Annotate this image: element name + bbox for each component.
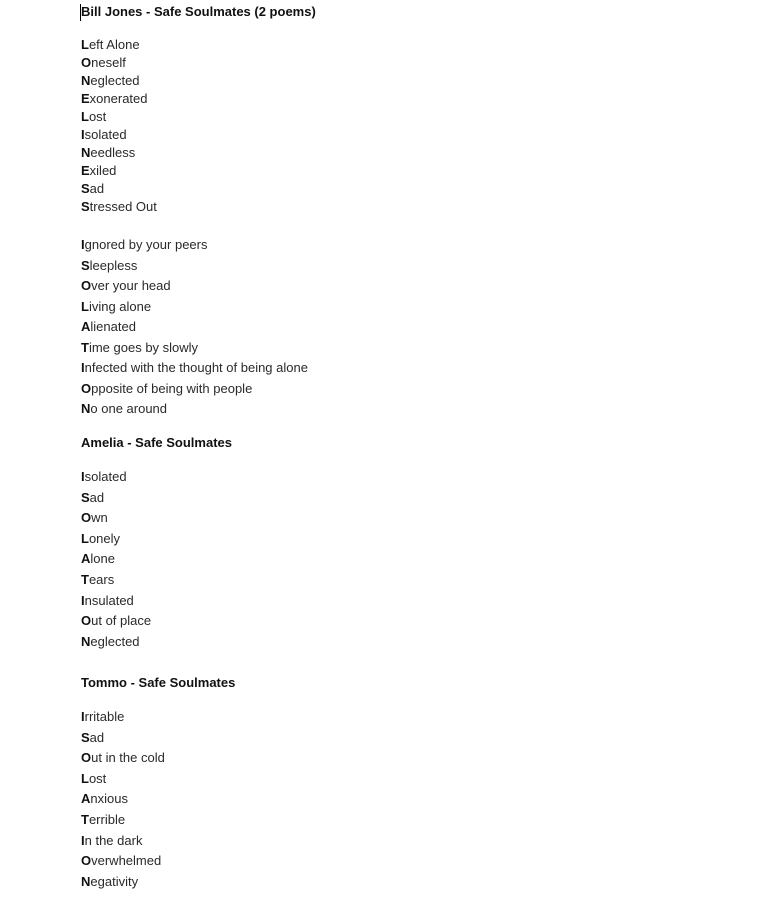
acrostic-rest: o one around xyxy=(90,401,168,416)
poem-line xyxy=(81,359,308,377)
poem-line xyxy=(81,339,198,357)
poem-line xyxy=(81,612,151,630)
acrostic-rest: nfected with the thought of being alone xyxy=(84,360,308,375)
acrostic-rest: nsulated xyxy=(84,592,134,608)
poem-line xyxy=(81,54,126,72)
poem-line xyxy=(81,468,127,486)
acrostic-initial: I xyxy=(81,592,85,608)
acrostic-rest: onely xyxy=(88,530,121,546)
poem-line xyxy=(81,708,124,726)
acrostic-rest: solated xyxy=(84,469,127,484)
acrostic-rest: rritable xyxy=(84,709,125,724)
acrostic-initial: N xyxy=(81,145,91,160)
acrostic-initial: S xyxy=(81,181,90,196)
poem-line xyxy=(81,400,167,418)
poem-line xyxy=(81,298,151,316)
acrostic-rest: lone xyxy=(90,551,115,567)
acrostic-initial: L xyxy=(81,770,89,786)
poem-line xyxy=(81,832,142,850)
poem-line xyxy=(81,790,128,808)
poem-line xyxy=(81,257,137,275)
poem-line xyxy=(81,380,252,398)
acrostic-rest: solated xyxy=(84,127,127,142)
acrostic-rest: egativity xyxy=(90,873,139,889)
acrostic-rest: ut in the cold xyxy=(91,750,165,766)
acrostic-rest: leepless xyxy=(89,257,138,273)
section-title: Amelia - Safe Soulmates xyxy=(81,435,232,450)
poem-line xyxy=(81,90,148,108)
acrostic-initial: I xyxy=(81,237,85,252)
acrostic-initial: S xyxy=(81,257,90,273)
poem-line xyxy=(81,277,171,295)
acrostic-initial: T xyxy=(81,812,89,827)
poem-line xyxy=(81,489,104,507)
acrostic-rest: eglected xyxy=(90,633,140,649)
acrostic-rest: ost xyxy=(88,770,107,786)
acrostic-initial: I xyxy=(81,709,85,724)
acrostic-initial: L xyxy=(81,530,89,546)
acrostic-rest: tressed Out xyxy=(89,199,157,214)
acrostic-initial: L xyxy=(81,109,89,124)
acrostic-initial: N xyxy=(81,401,91,416)
acrostic-initial: O xyxy=(81,55,92,70)
acrostic-initial: I xyxy=(81,832,85,848)
poem-line xyxy=(81,72,140,90)
poem-line xyxy=(81,550,115,568)
acrostic-initial: O xyxy=(81,613,92,629)
poem-line xyxy=(81,36,140,54)
poem-line xyxy=(81,126,127,144)
acrostic-rest: eglected xyxy=(90,73,140,88)
acrostic-rest: gnored by your peers xyxy=(84,237,208,252)
poem-line xyxy=(81,749,165,767)
acrostic-initial: N xyxy=(81,73,91,88)
acrostic-initial: I xyxy=(81,127,85,142)
acrostic-rest: verwhelmed xyxy=(91,853,162,869)
acrostic-initial: A xyxy=(81,791,91,807)
acrostic-rest: ost xyxy=(88,109,107,124)
acrostic-rest: errible xyxy=(88,812,126,827)
acrostic-rest: ver your head xyxy=(91,278,171,293)
acrostic-initial: E xyxy=(81,163,90,178)
acrostic-initial: S xyxy=(81,729,90,745)
acrostic-rest: xiled xyxy=(89,163,117,178)
acrostic-initial: N xyxy=(81,873,91,889)
poem-line xyxy=(81,198,157,216)
poem-line xyxy=(81,873,138,891)
poem-line xyxy=(81,811,125,829)
poem-line xyxy=(81,180,104,198)
poem-line xyxy=(81,236,207,254)
acrostic-initial: A xyxy=(81,551,91,567)
acrostic-rest: ime goes by slowly xyxy=(88,339,199,355)
acrostic-initial: T xyxy=(81,339,89,355)
acrostic-rest: ad xyxy=(89,181,105,196)
acrostic-rest: pposite of being with people xyxy=(91,380,253,396)
acrostic-initial: T xyxy=(81,572,89,587)
acrostic-initial: O xyxy=(81,750,92,766)
poem-line xyxy=(81,318,136,336)
acrostic-initial: O xyxy=(81,853,92,869)
poem-line xyxy=(81,729,104,747)
acrostic-rest: ad xyxy=(89,489,105,505)
acrostic-initial: L xyxy=(81,37,89,52)
acrostic-initial: A xyxy=(81,319,91,334)
acrostic-rest: xonerated xyxy=(89,91,148,106)
section-title: Tommo - Safe Soulmates xyxy=(81,675,236,690)
poem-line xyxy=(81,852,161,870)
acrostic-initial: S xyxy=(81,199,90,214)
poem-line xyxy=(81,509,108,527)
poem-line xyxy=(81,571,114,589)
acrostic-rest: ad xyxy=(89,729,105,745)
poem-line xyxy=(81,770,106,788)
acrostic-rest: lienated xyxy=(90,319,136,334)
poem-line xyxy=(81,530,120,548)
acrostic-rest: eft Alone xyxy=(88,37,140,52)
acrostic-rest: neself xyxy=(91,55,126,70)
acrostic-rest: n the dark xyxy=(84,832,143,848)
acrostic-initial: I xyxy=(81,360,85,375)
acrostic-initial: E xyxy=(81,91,90,106)
poem-line xyxy=(81,592,134,610)
acrostic-rest: nxious xyxy=(90,791,128,807)
acrostic-rest: wn xyxy=(91,510,108,526)
poem-line xyxy=(81,108,106,126)
acrostic-initial: O xyxy=(81,510,92,526)
acrostic-initial: I xyxy=(81,469,85,484)
acrostic-initial: O xyxy=(81,380,92,396)
section-title: Bill Jones - Safe Soulmates (2 poems) xyxy=(81,4,316,19)
acrostic-rest: iving alone xyxy=(88,298,152,314)
acrostic-initial: S xyxy=(81,489,90,505)
acrostic-initial: L xyxy=(81,298,89,314)
acrostic-initial: N xyxy=(81,633,91,649)
acrostic-rest: eedless xyxy=(90,145,136,160)
poem-line xyxy=(81,162,116,180)
poem-line xyxy=(81,144,135,162)
acrostic-rest: ears xyxy=(88,572,115,587)
acrostic-initial: O xyxy=(81,278,92,293)
acrostic-rest: ut of place xyxy=(91,613,152,629)
poem-line xyxy=(81,633,140,651)
